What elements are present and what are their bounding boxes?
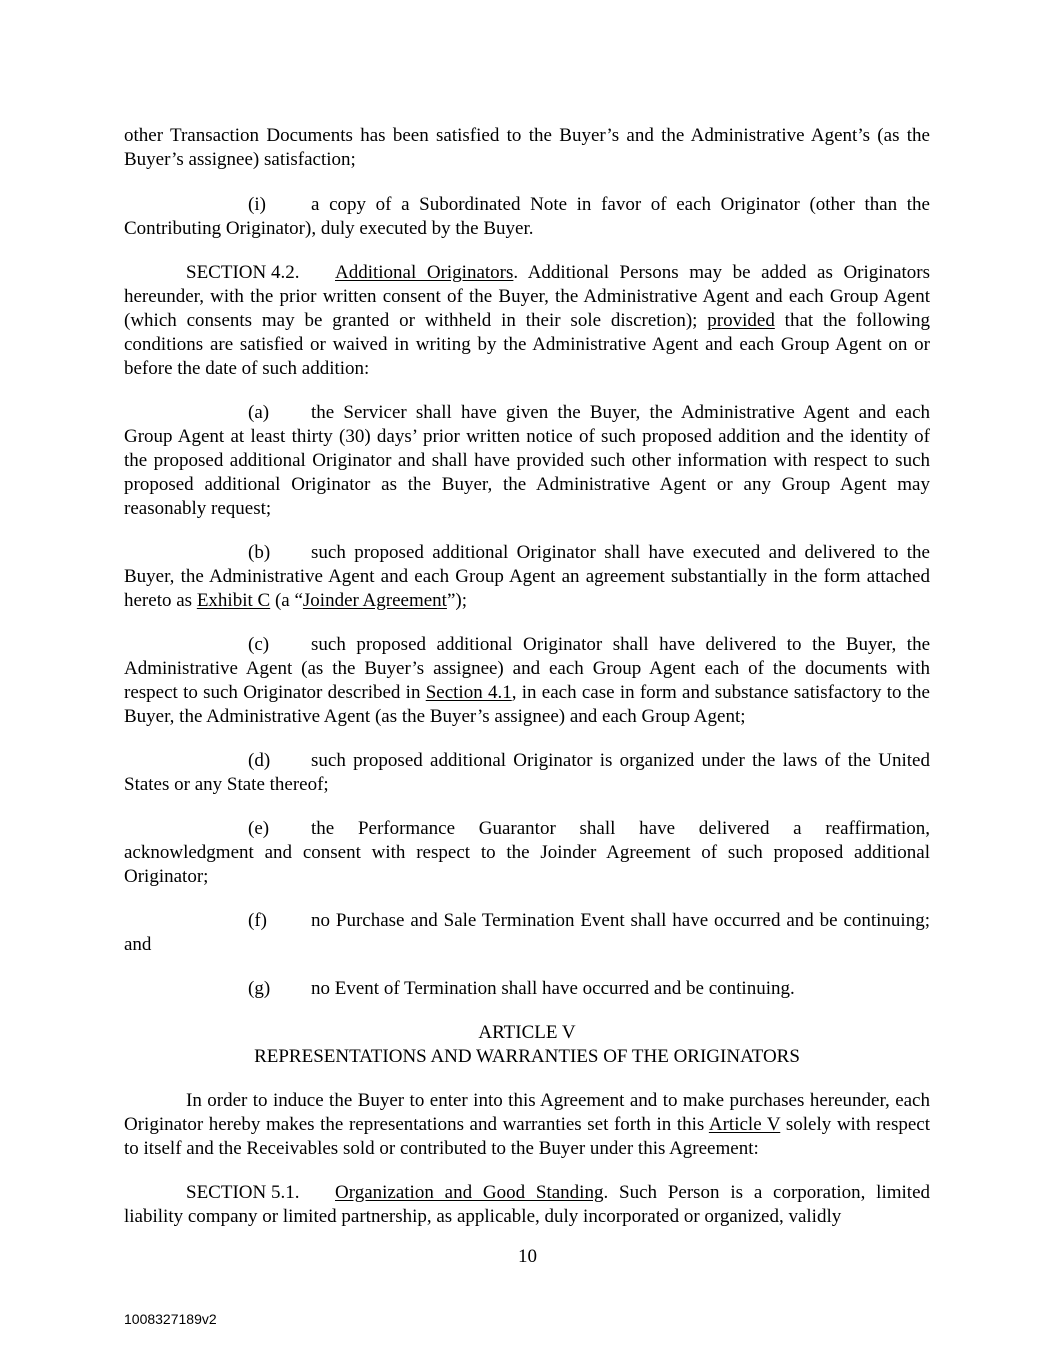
item-e [124, 817, 930, 889]
article-subtitle: REPRESENTATIONS AND WARRANTIES OF THE ORIGINATORS [254, 1046, 800, 1067]
section-heading: Organization and Good Standing [335, 1182, 604, 1203]
section-number: SECTION 4.2. [186, 262, 300, 283]
intro-text: In order to induce the Buyer to enter into this Agreement and to make purchases hereunder, each Originator hereby makes the representations and warranties set forth in this [124, 1090, 930, 1135]
document-body [124, 124, 930, 1229]
item-marker: (f) [248, 910, 267, 931]
defined-term: Joinder Agreement [302, 590, 447, 611]
section-text: . Additional Persons may be added as Originators hereunder, with the prior written consent of the Buyer, the Administrative Agent and each Group Agent (which consents may be granted or withheld in their sole discretion); [124, 262, 930, 331]
item-text: no Event of Termination shall have occurred and be continuing. [311, 978, 795, 999]
section-text: that the following conditions are satisfied or waived in writing by the Administrative Agent and each Group Agent on or before the date of such addition: [124, 310, 930, 379]
document-id: 1008327189v2 [124, 1311, 217, 1327]
item-g [124, 977, 930, 1001]
section-text: . Such Person is a corporation, limited liability company or limited partnership, as applicable, duly incorporated or organized, validly [124, 1182, 931, 1227]
item-text: no Purchase and Sale Termination Event shall have occurred and be continuing; and [124, 910, 930, 955]
item-text: the Performance Guarantor shall have delivered a reaffirmation, acknowledgment and consent with respect to the Joinder Agreement of such proposed additional Originator; [124, 818, 930, 887]
section-number: SECTION 5.1. [186, 1182, 300, 1203]
item-text: ”); [446, 590, 467, 611]
continuation-paragraph: other Transaction Documents has been satisfied to the Buyer’s and the Administrative Agent’s (as the Buyer’s assignee) satisfaction; [124, 125, 930, 170]
item-text: such proposed additional Originator is organized under the laws of the United States or any State thereof; [124, 750, 930, 795]
provided-term: provided [707, 310, 775, 331]
page-number: 10 [518, 1246, 537, 1267]
item-text: a copy of a Subordinated Note in favor of each Originator (other than the Contributing Originator), duly executed by the Buyer. [124, 194, 930, 239]
section-4-2-paragraph [124, 261, 930, 381]
item-marker: (a) [248, 402, 270, 423]
item-d [124, 749, 930, 797]
item-text: such proposed additional Originator shall have executed and delivered to the Buyer, the Administrative Agent and each Group Agent an agreement substantially in the form attached hereto as [124, 542, 930, 611]
article-reference: Article V [708, 1114, 781, 1135]
item-text: the Servicer shall have given the Buyer, the Administrative Agent and each Group Agent at least thirty (30) days’ prior written notice of such proposed addition and the identity of the proposed additional Originator and shall have provided such other information with respect to such proposed additional Originator as the Buyer, the Administrative Agent or any Group Agent may reasonably request; [124, 402, 930, 519]
section-5-1-paragraph [124, 1181, 930, 1229]
item-i [124, 193, 930, 241]
item-b [124, 541, 930, 613]
item-marker: (c) [248, 634, 270, 655]
item-f [124, 909, 930, 957]
item-marker: (g) [248, 978, 271, 999]
article-title: ARTICLE V [478, 1022, 576, 1043]
item-c [124, 633, 930, 729]
item-marker: (e) [248, 818, 270, 839]
article-intro-paragraph [124, 1089, 930, 1161]
section-heading: Additional Originators [335, 262, 514, 283]
intro-text: solely with respect to itself and the Receivables sold or contributed to the Buyer under this Agreement: [124, 1114, 930, 1159]
exhibit-reference: Exhibit C [196, 590, 271, 611]
item-marker: (b) [248, 542, 271, 563]
section-reference: Section 4.1 [425, 682, 512, 703]
item-a [124, 401, 930, 521]
item-text: , in each case in form and substance satisfactory to the Buyer, the Administrative Agent (as the Buyer’s assignee) and each Group Agent; [124, 682, 930, 727]
item-text: such proposed additional Originator shall have delivered to the Buyer, the Administrative Agent (as the Buyer’s assignee) and each Group Agent each of the documents with respect to such Originator described in [124, 634, 930, 703]
item-text: (a “ [270, 590, 303, 611]
item-marker: (d) [248, 750, 271, 771]
item-marker: (i) [248, 194, 266, 215]
